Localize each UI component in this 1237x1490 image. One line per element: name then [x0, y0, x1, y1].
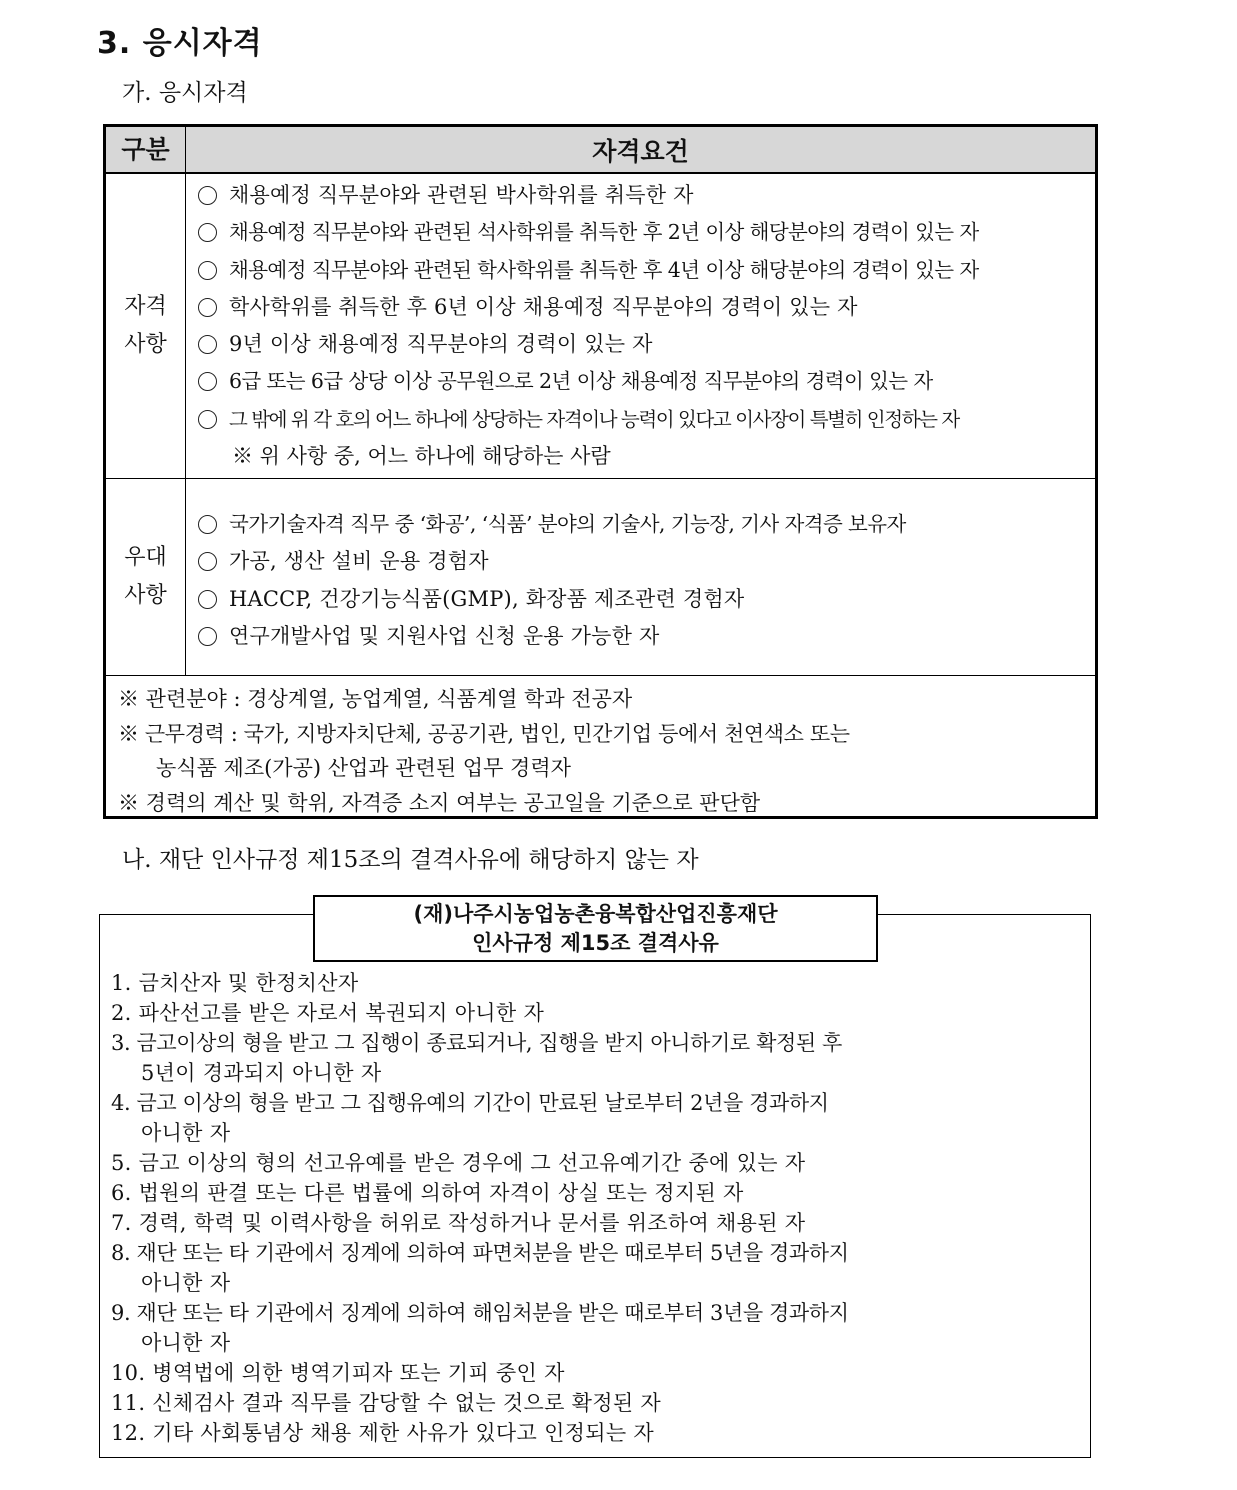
qualification-list — [186, 174, 1095, 478]
disqualification-line: 6. 법원의 판결 또는 다른 법률에 의하여 자격이 상실 또는 정지된 자 — [111, 1181, 744, 1205]
section-title: 3. 응시자격 — [97, 26, 263, 61]
note-line: ※ 경력의 계산 및 학위, 자격증 소지 여부는 공고일을 기준으로 판단함 — [118, 790, 761, 815]
list-item-text: 채용예정 직무분야와 관련된 석사학위를 취득한 후 2년 이상 해당분야의 경력이 있는 자 — [229, 220, 979, 245]
list-item-text: 채용예정 직무분야와 관련된 박사학위를 취득한 자 — [229, 183, 694, 207]
circle-bullet-icon — [198, 552, 217, 571]
disqualification-line: 아니한 자 — [141, 1331, 231, 1355]
list-item — [198, 401, 1095, 438]
qualification-label — [106, 174, 186, 478]
disqualification-line: 아니한 자 — [141, 1271, 231, 1295]
disqualification-line: 3. 금고이상의 형을 받고 그 집행이 종료되거나, 집행을 받지 아니하기로 확정된 후 — [111, 1031, 842, 1055]
disqualification-line: 11. 신체검사 결과 직무를 감당할 수 없는 것으로 확정된 자 — [111, 1391, 661, 1415]
list-item — [198, 289, 1095, 326]
list-item-text: 학사학위를 취득한 후 6년 이상 채용예정 직무분야의 경력이 있는 자 — [229, 294, 858, 319]
qualification-table — [103, 124, 1098, 819]
preference-row — [106, 479, 1095, 676]
circle-bullet-icon — [198, 627, 217, 646]
qualification-row — [106, 174, 1095, 479]
circle-bullet-icon — [198, 515, 217, 534]
list-item-text: 그 밖에 위 각 호의 어느 하나에 상당하는 자격이나 능력이 있다고 이사장이 특별히 인정하는 자 — [229, 407, 959, 431]
list-item — [198, 581, 1095, 618]
circle-bullet-icon — [198, 590, 217, 609]
preference-label — [106, 479, 186, 675]
disqualification-line: 9. 재단 또는 타 기관에서 징계에 의하여 해임처분을 받은 때로부터 3년을 경과하지 — [111, 1301, 849, 1325]
disqualification-line: 1. 금치산자 및 한정치산자 — [111, 971, 359, 995]
list-item-text: 채용예정 직무분야와 관련된 학사학위를 취득한 후 4년 이상 해당분야의 경력이 있는 자 — [229, 257, 979, 282]
circle-bullet-icon — [198, 372, 217, 391]
list-item — [198, 618, 1095, 655]
disqualification-line: 12. 기타 사회통념상 채용 제한 사유가 있다고 인정되는 자 — [111, 1421, 654, 1445]
qualification-label-line2: 사항 — [124, 332, 167, 357]
header-requirements: 자격요건 — [592, 136, 689, 166]
table-header-row — [106, 127, 1095, 174]
list-item-text: 연구개발사업 및 지원사업 신청 운용 가능한 자 — [229, 623, 660, 648]
list-item-text: HACCP, 건강기능식품(GMP), 화장품 제조관련 경험자 — [229, 586, 745, 611]
disqualification-line: 아니한 자 — [141, 1121, 231, 1145]
qualification-note: ※ 위 사항 중, 어느 하나에 해당하는 사람 — [232, 444, 611, 469]
notes-block — [106, 676, 1095, 816]
list-item — [198, 326, 1095, 363]
disqualification-line: 2. 파산선고를 받은 자로서 복권되지 아니한 자 — [111, 1001, 545, 1025]
circle-bullet-icon — [198, 186, 217, 205]
list-item — [198, 177, 1095, 214]
preference-label-line2: 사항 — [124, 583, 167, 608]
note-line: 농식품 제조(가공) 산업과 관련된 업무 경력자 — [156, 756, 571, 780]
preference-label-line1: 우대 — [124, 545, 167, 570]
circle-bullet-icon — [198, 261, 217, 280]
circle-bullet-icon — [198, 298, 217, 317]
list-item-text: 6급 또는 6급 상당 이상 공무원으로 2년 이상 채용예정 직무분야의 경력이 있는 자 — [229, 369, 933, 394]
disqualification-line: 10. 병역법에 의한 병역기피자 또는 기피 중인 자 — [111, 1361, 565, 1385]
list-item — [198, 363, 1095, 400]
sub-heading-b: 나. 재단 인사규정 제15조의 결격사유에 해당하지 않는 자 — [122, 847, 699, 873]
list-item-text: 가공, 생산 설비 운용 경험자 — [229, 549, 489, 574]
circle-bullet-icon — [198, 410, 217, 429]
disqualification-line: 7. 경력, 학력 및 이력사항을 허위로 작성하거나 문서를 위조하여 채용된 자 — [111, 1211, 806, 1235]
disqualification-line: 5. 금고 이상의 형의 선고유예를 받은 경우에 그 선고유예기간 중에 있는 자 — [111, 1151, 806, 1175]
circle-bullet-icon — [198, 223, 217, 242]
sub-heading-a: 가. 응시자격 — [122, 80, 248, 106]
note-line: ※ 관련분야 : 경상계열, 농업계열, 식품계열 학과 전공자 — [118, 687, 633, 711]
list-item — [198, 543, 1095, 580]
list-item — [198, 252, 1095, 289]
preference-list — [186, 479, 1095, 675]
circle-bullet-icon — [198, 335, 217, 354]
disqualification-title — [313, 895, 878, 962]
notes-row — [106, 676, 1095, 816]
disqualification-line: 5년이 경과되지 아니한 자 — [141, 1061, 382, 1085]
disqualification-line: 8. 재단 또는 타 기관에서 징계에 의하여 파면처분을 받은 때로부터 5년을 경과하지 — [111, 1241, 849, 1265]
header-category: 구분 — [106, 127, 186, 172]
list-item — [198, 506, 1095, 543]
disqualification-title-line2: 인사규정 제15조 결격사유 — [472, 931, 719, 955]
list-item — [198, 214, 1095, 251]
disqualification-line: 4. 금고 이상의 형을 받고 그 집행유예의 기간이 만료된 날로부터 2년을 경과하지 — [111, 1091, 829, 1115]
disqualification-title-line1: (재)나주시농업농촌융복합산업진흥재단 — [413, 902, 778, 926]
list-item-text: 9년 이상 채용예정 직무분야의 경력이 있는 자 — [229, 332, 653, 357]
note-line: ※ 근무경력 : 국가, 지방자치단체, 공공기관, 법인, 민간기업 등에서 천연색소 또는 — [118, 721, 850, 746]
list-item-text: 국가기술자격 직무 중 ‘화공’, ‘식품’ 분야의 기술사, 기능장, 기사 자격증 보유자 — [229, 512, 906, 536]
disqualification-list — [111, 968, 1081, 1448]
qualification-label-line1: 자격 — [124, 294, 167, 319]
